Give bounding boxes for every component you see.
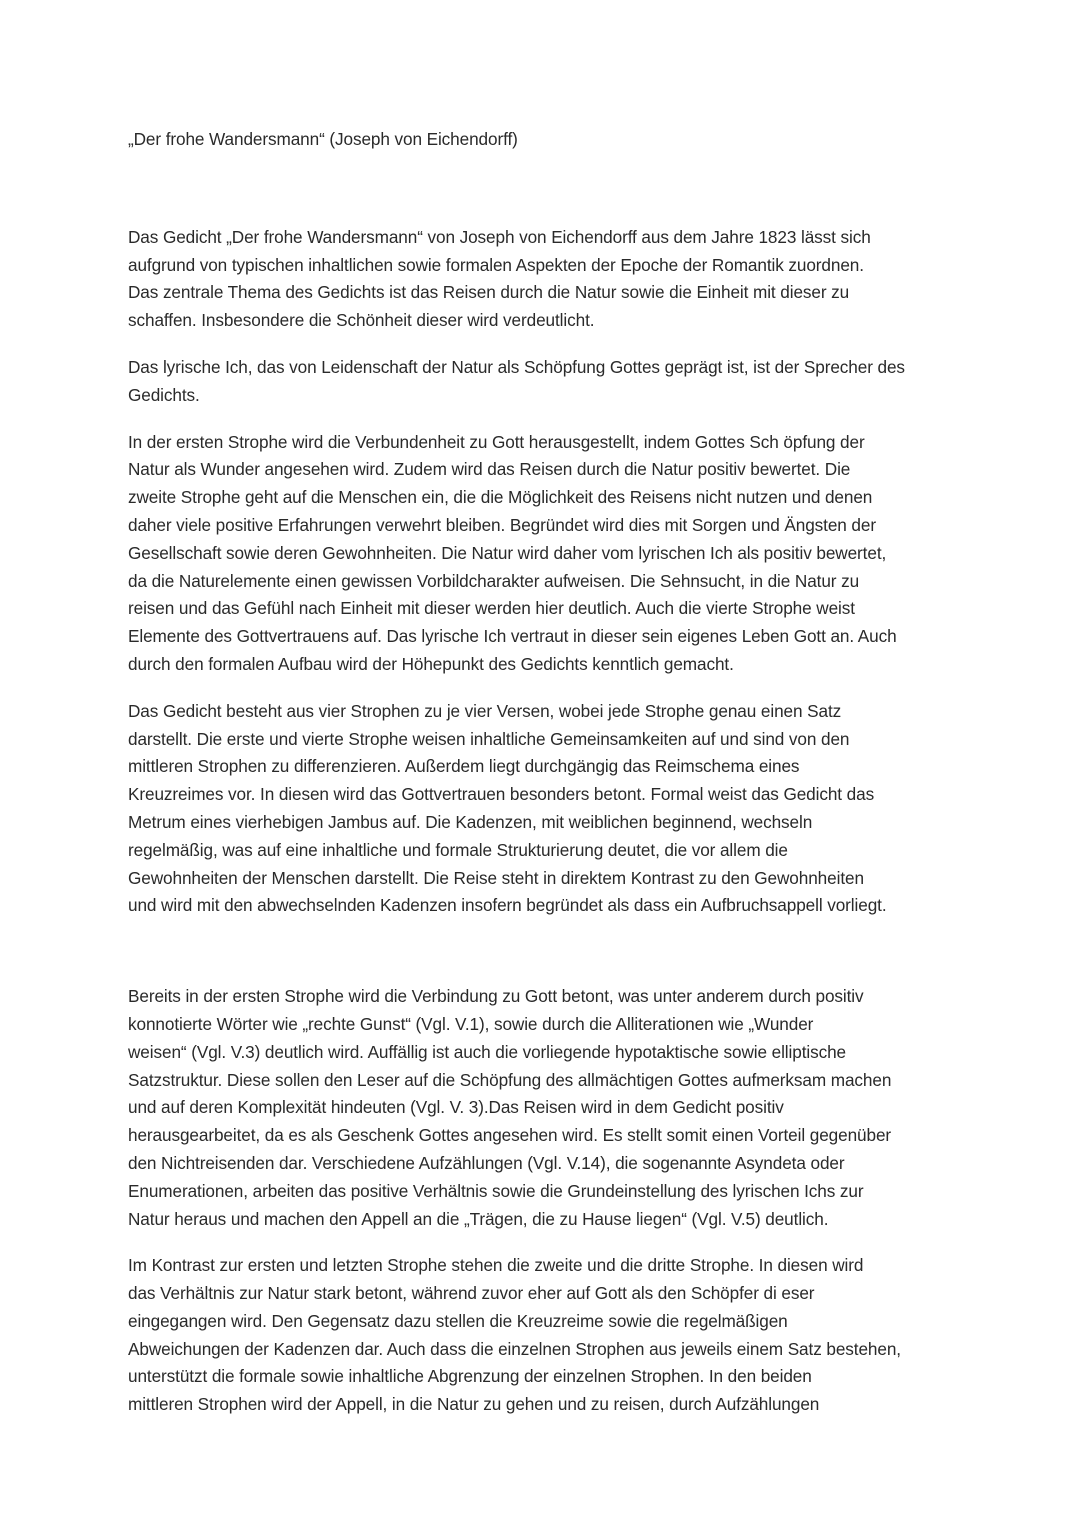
spacer — [128, 920, 958, 983]
paragraph-first-stanza-analysis: Bereits in der ersten Strophe wird die Verbindung zu Gott betont, was unter anderem durch positiv konnotierte Wörter wie „rechte Gunst“ (Vgl. V.1), sowie durch die Alliterationen wie „Wunder weisen“ (Vgl. V.3) deutlich wird. Auffällig ist auch die vorliegende hypotaktische sowie elliptische Satzstruktur. Diese sollen den Leser auf die Schöpfung des allmächtigen Gottes aufmerksam machen und auf deren Komplexität hindeuten (Vgl. V. 3).Das Reisen wird in dem Gedicht positiv herausgearbeitet, da es als Geschenk Gottes angesehen wird. Es stellt somit einen Vorteil gegenüber den Nichtreisenden dar. Verschiedene Aufzählungen (Vgl. V.14), die sogenannte Asyndeta oder Enumerationen, arbeiten das positive Verhältnis sowie die Grundeinstellung des lyrischen Ichs zur Natur heraus und machen den Appell an die „Trägen, die zu Hause liegen“ (Vgl. V.5) deutlich. — [128, 986, 892, 1229]
paragraph-content-summary: In der ersten Strophe wird die Verbundenheit zu Gott herausgestellt, indem Gottes Sch öpfung der Natur als Wunder angesehen wird. Zudem wird das Reisen durch die Natur positiv bewertet. Die zweite Strophe geht auf die Menschen ein, die die Möglichkeit des Reisens nicht nutzen und denen daher viele positive Erfahrungen verwehrt bleiben. Begründet wird dies mit Sorgen und Ängsten der Gesellschaft sowie deren Gewohnheiten. Die Natur wird daher vom lyrischen Ich als positiv bewertet, da die Naturelemente einen gewissen Vorbildcharakter aufweisen. Die Sehnsucht, in die Natur zu reisen und das Gefühl nach Einheit mit dieser werden hier deutlich. Auch die vierte Strophe weist Elemente des Gottvertrauens auf. Das lyrische Ich vertraut in dieser sein eigenes Leben Gott an. Auch durch den formalen Aufbau wird der Höhepunkt des Gedichts kenntlich gemacht. — [128, 431, 897, 674]
spacer — [128, 335, 958, 354]
paragraph-middle-stanzas-analysis: Im Kontrast zur ersten und letzten Strophe stehen die zweite und die dritte Strophe. In diesen wird das Verhältnis zur Natur stark betont, während zuvor eher auf Gott als den Schöpfer di eser eingegangen wird. Den Gegensatz dazu stellen die Kreuzreime sowie die regelmäßigen Abweichungen der Kadenzen dar. Auch dass die einzelnen Strophen aus jeweils einem Satz bestehen, unterstützt die formale sowie inhaltliche Abgrenzung der einzelnen Strophen. In den beiden mittleren Strophen wird der Appell, in die Natur zu gehen und zu reisen, durch Aufzählungen — [128, 1255, 901, 1415]
spacer — [128, 410, 958, 429]
paragraph-introduction: Das Gedicht „Der frohe Wandersmann“ von Joseph von Eichendorff aus dem Jahre 1823 lässt sich aufgrund von typischen inhaltlichen sowie formalen Aspekten der Epoche der Romantik zuordnen. Das zentrale Thema des Gedichts ist das Reisen durch die Natur sowie die Einheit mit dieser zu schaffen. Insbesondere die Schönheit dieser wird verdeutlicht. — [128, 226, 871, 331]
document-page — [128, 126, 958, 1419]
spacer — [128, 154, 958, 224]
paragraph-lyrical-speaker: Das lyrische Ich, das von Leidenschaft der Natur als Schöpfung Gottes geprägt ist, ist der Sprecher des Gedichts. — [128, 356, 905, 405]
document-title: „Der frohe Wandersmann“ (Joseph von Eichendorff) — [128, 129, 518, 149]
paragraph-formal-structure: Das Gedicht besteht aus vier Strophen zu je vier Versen, wobei jede Strophe genau einen Satz darstellt. Die erste und vierte Strophe weisen inhaltliche Gemeinsamkeiten auf und sind von den mittleren Strophen zu differenzieren. Außerdem liegt durchgängig das Reimschema eines Kreuzreimes vor. In diesen wird das Gottvertrauen besonders betont. Formal weist das Gedicht das Metrum eines vierhebigen Jambus auf. Die Kadenzen, mit weiblichen beginnend, wechseln regelmäßig, was auf eine inhaltliche und formale Strukturierung deutet, die vor allem die Gewohnheiten der Menschen darstellt. Die Reise steht in direktem Kontrast zu den Gewohnheiten und wird mit den abwechselnden Kadenzen insofern begründet als dass ein Aufbruchsappell vorliegt. — [128, 700, 887, 916]
spacer — [128, 1233, 958, 1252]
spacer — [128, 679, 958, 698]
